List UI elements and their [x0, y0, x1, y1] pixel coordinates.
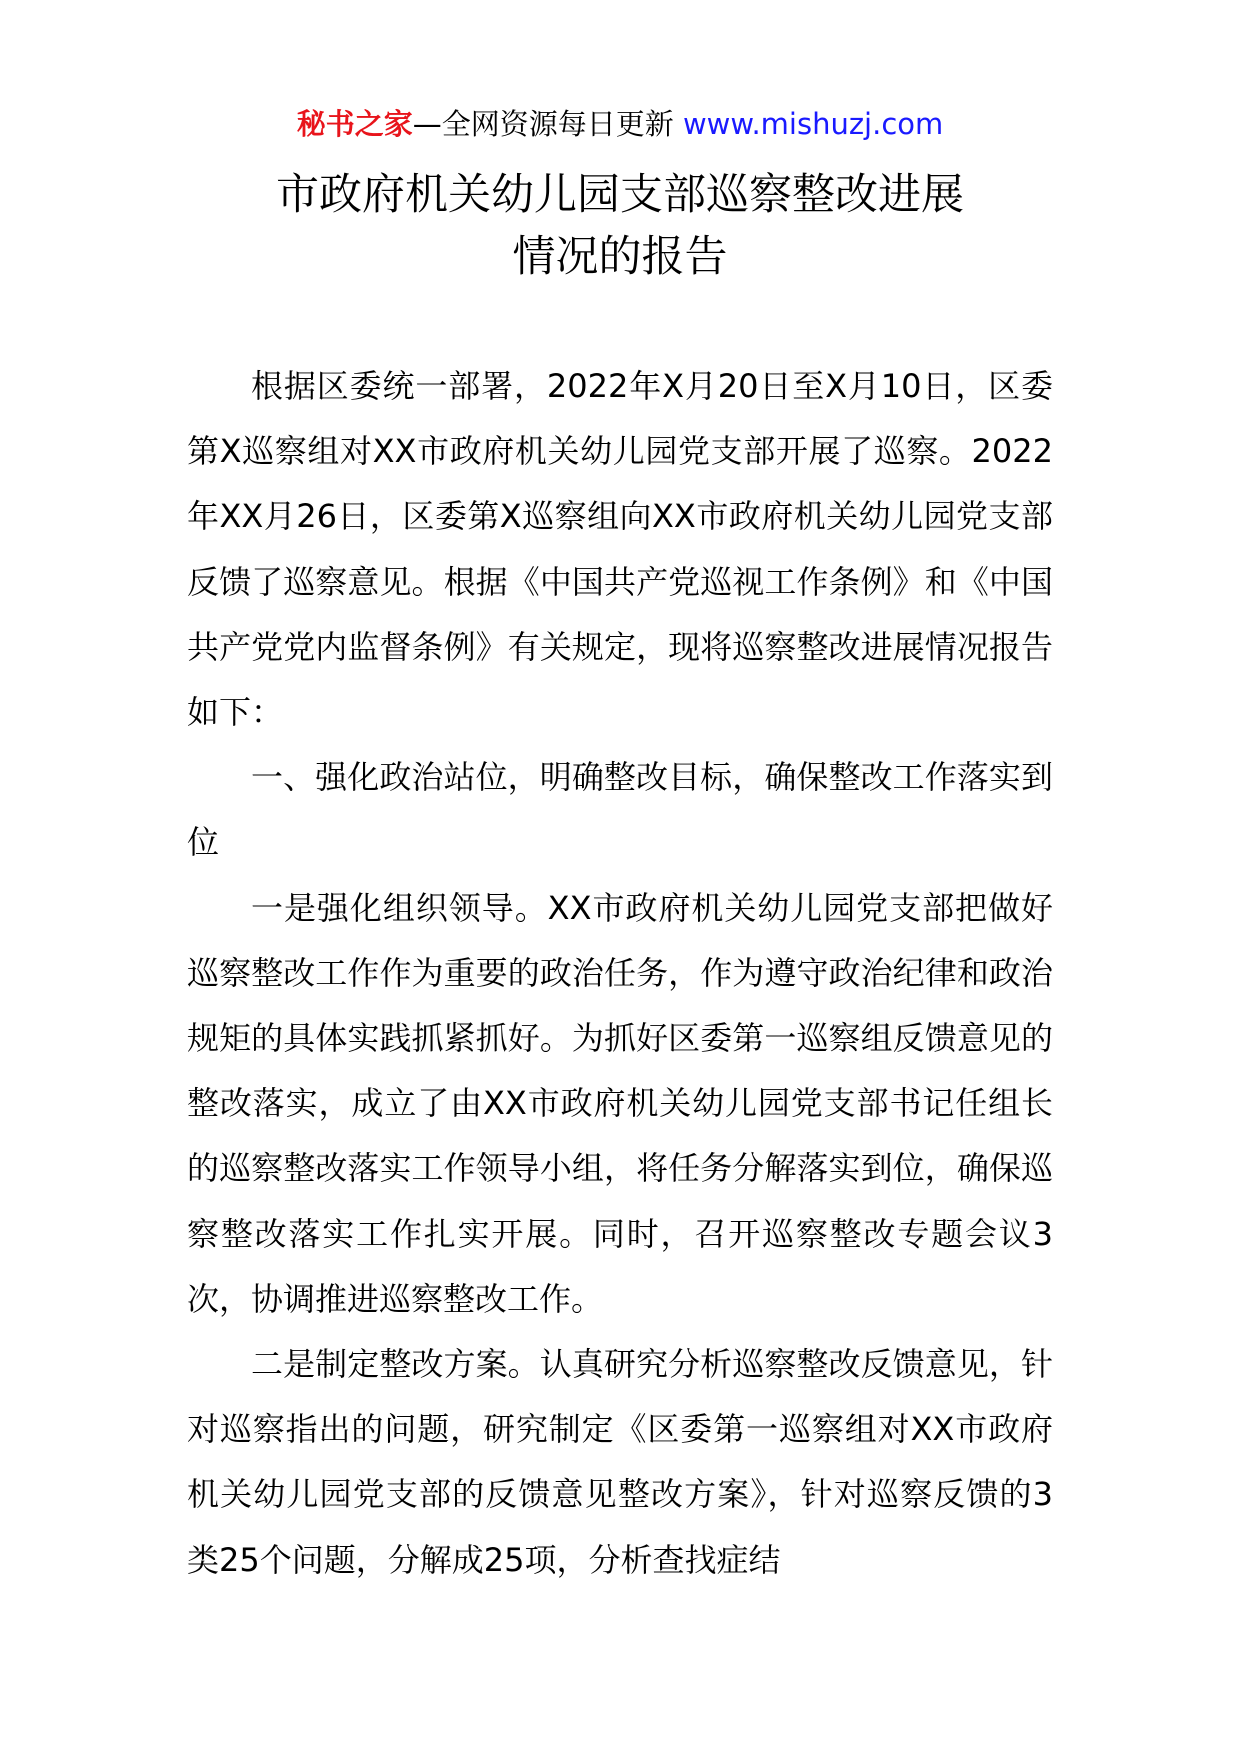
document-title-line-1: 市政府机关幼儿园支部巡察整改进展: [276, 170, 964, 220]
section-heading-1: 一、强化政治站位，明确整改目标，确保整改工作落实到位: [187, 758, 1053, 862]
site-url-link[interactable]: www.mishuzj.com: [682, 107, 944, 141]
paragraph-rectification-plan: 二是制定整改方案。认真研究分析巡察整改反馈意见，针对巡察指出的问题，研究制定《区委第一巡察组对XX市政府机关幼儿园党支部的反馈意见整改方案》，针对巡察反馈的3类25个问题，分解成25项，分析查找症结: [187, 1345, 1053, 1579]
document-body: [187, 354, 1053, 1593]
document-title: [0, 164, 1240, 288]
paragraph-organization-leadership: 一是强化组织领导。XX市政府机关幼儿园党支部把做好巡察整改工作作为重要的政治任务，作为遵守政治纪律和政治规矩的具体实践抓紧抓好。为抓好区委第一巡察组反馈意见的整改落实，成立了由XX市政府机关幼儿园党支部书记任组长的巡察整改落实工作领导小组，将任务分解落实到位，确保巡察整改落实工作扎实开展。同时，召开巡察整改专题会议3次，协调推进巡察整改工作。: [187, 888, 1053, 1318]
site-brand: 秘书之家: [296, 107, 413, 141]
paragraph-intro: 根据区委统一部署，2022年X月20日至X月10日，区委第X巡察组对XX市政府机关幼儿园党支部开展了巡察。2022年XX月26日，区委第X巡察组向XX市政府机关幼儿园党支部反馈了巡察意见。根据《中国共产党巡视工作条例》和《中国共产党党内监督条例》有关规定，现将巡察整改进展情况报告如下：: [187, 367, 1053, 732]
site-tagline: —全网资源每日更新: [412, 107, 674, 141]
document-title-line-2: 情况的报告: [512, 232, 728, 282]
site-header: [0, 100, 1240, 148]
